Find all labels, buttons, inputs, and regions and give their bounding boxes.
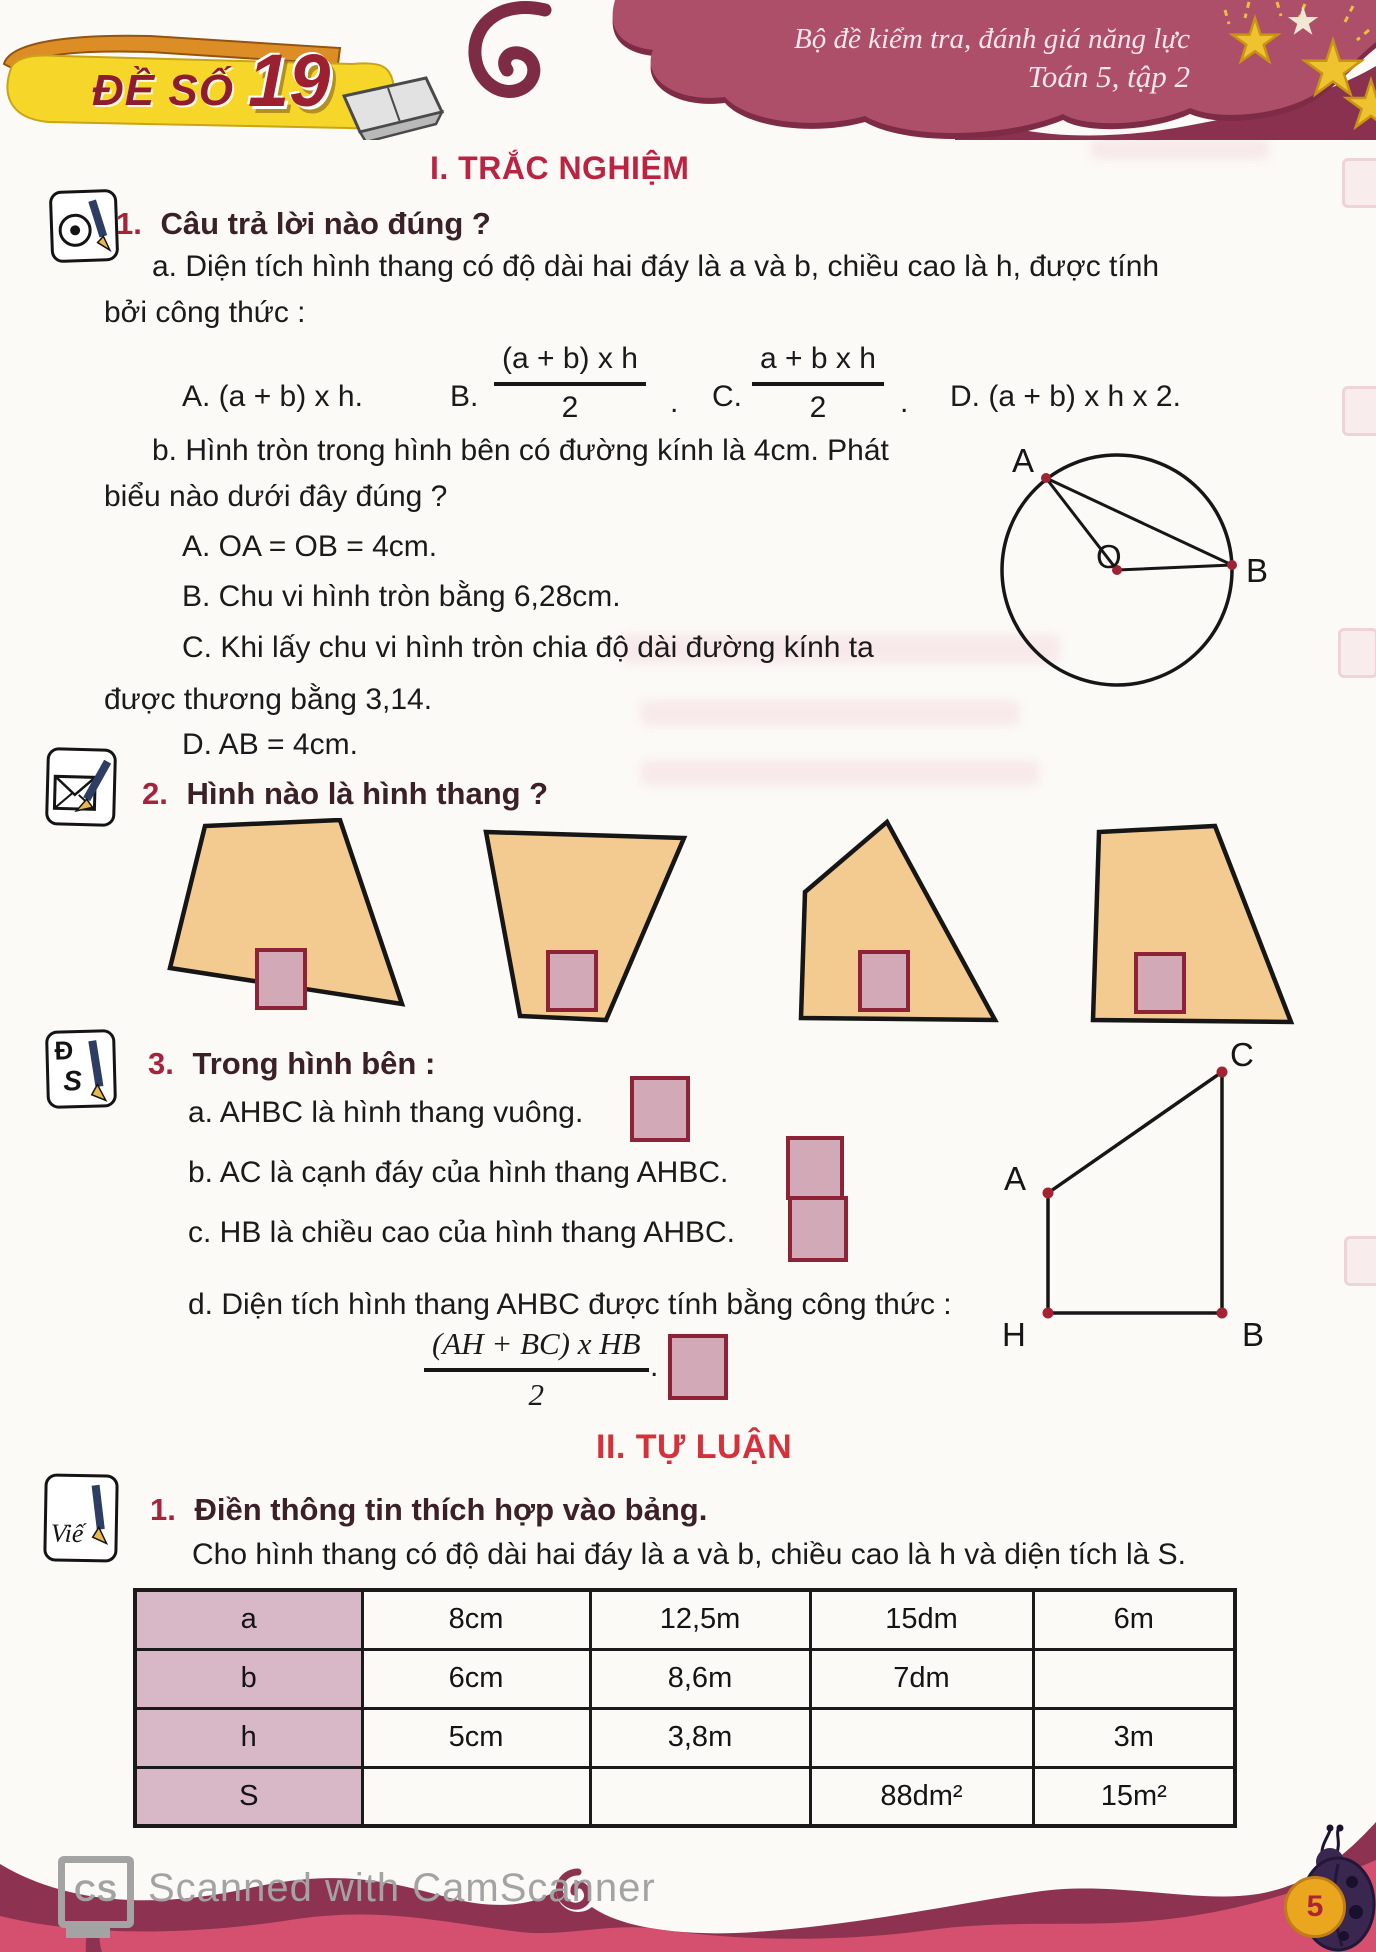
- q3-formula-fraction: [424, 1326, 649, 1413]
- trapezoid-label-A: A: [1004, 1160, 1027, 1197]
- q3-item-a: a. AHBC là hình thang vuông.: [188, 1096, 584, 1129]
- camscanner-logo-base: [66, 1922, 110, 1938]
- shape-option-4: [1085, 822, 1297, 1030]
- q1a-option-B-label: B.: [450, 380, 479, 413]
- section2-title: II. TỰ LUẬN: [596, 1428, 793, 1466]
- table-row-h: [135, 1708, 1235, 1767]
- stars-decoration: [1185, 0, 1376, 130]
- row-label: h: [135, 1708, 362, 1767]
- q1b-option-D: D. AB = 4cm.: [182, 728, 358, 761]
- camscanner-logo-icon: [58, 1856, 134, 1928]
- q3-answer-box-c[interactable]: [788, 1196, 848, 1262]
- question1-number: 1.: [116, 206, 142, 241]
- point-A-dot: [1043, 1188, 1054, 1199]
- point-C-dot: [1217, 1067, 1228, 1078]
- point-H-dot: [1043, 1308, 1054, 1319]
- q2-answer-box-4[interactable]: [1134, 952, 1186, 1014]
- question2-prompt: Hình nào là hình thang ?: [186, 776, 549, 811]
- fraction-denominator: 2: [809, 391, 827, 424]
- write-icon-text: Viế: [50, 1518, 84, 1549]
- question2-line: [142, 776, 548, 812]
- table-input-cell[interactable]: [810, 1708, 1033, 1767]
- circle-label-O: O: [1096, 538, 1122, 575]
- q3-answer-box-d[interactable]: [668, 1334, 728, 1400]
- q1b-option-C-line1: C. Khi lấy chu vi hình tròn chia độ dài đường kính ta: [182, 631, 874, 664]
- table-cell: 7dm: [810, 1649, 1033, 1708]
- print-bleed-fragment: [1342, 158, 1376, 208]
- point-A-dot: [1041, 473, 1051, 483]
- question1-prompt: Câu trả lời nào đúng ?: [160, 206, 491, 241]
- camscanner-watermark: Scanned with CamScanner: [148, 1866, 656, 1910]
- gold-star-icon: [1305, 40, 1362, 94]
- q2-answer-box-3[interactable]: [858, 950, 910, 1012]
- series-line1: Bộ đề kiểm tra, đánh giá năng lực: [794, 23, 1190, 55]
- table-cell: 5cm: [362, 1708, 590, 1767]
- q1a-option-C-period: .: [900, 386, 909, 419]
- q1b-option-B: B. Chu vi hình tròn bằng 6,28cm.: [182, 580, 621, 613]
- table-row-b: [135, 1649, 1235, 1708]
- question3-line: [148, 1046, 435, 1082]
- question2-number: 2.: [142, 776, 168, 811]
- print-bleed-fragment: [1344, 1236, 1376, 1286]
- question3-number: 3.: [148, 1046, 174, 1081]
- print-bleed-fragment: [1342, 386, 1376, 436]
- table-cell: 88dm²: [810, 1767, 1033, 1826]
- true-letter: Đ: [54, 1035, 74, 1066]
- white-star-icon: [1288, 6, 1318, 35]
- table-cell: 8cm: [362, 1590, 590, 1649]
- trapezoid-values-table: [133, 1588, 1237, 1828]
- triangle-AOB: [1046, 478, 1232, 570]
- trapezoid-label-H: H: [1002, 1316, 1026, 1353]
- fraction-denominator: 2: [528, 1377, 545, 1412]
- q1a-option-C-fraction: [752, 342, 884, 425]
- camscanner-logo-text: CS: [74, 1875, 118, 1908]
- print-bleed-smudge: [640, 700, 1020, 726]
- table-cell: 15m²: [1033, 1767, 1235, 1826]
- table-row-a: [135, 1590, 1235, 1649]
- table-cell: 6m: [1033, 1590, 1235, 1649]
- table-cell: 6cm: [362, 1649, 590, 1708]
- question2-icon: [45, 747, 117, 827]
- q3-formula-period: .: [650, 1350, 659, 1383]
- q3-item-d: d. Diện tích hình thang AHBC được tính bằng công thức :: [188, 1288, 952, 1321]
- q1a-option-C-label: C.: [712, 380, 742, 413]
- trapezoid-label-C: C: [1230, 1036, 1254, 1073]
- section2-question1-icon: [43, 1473, 119, 1562]
- section2-question1-number: 1.: [150, 1492, 176, 1527]
- point-B-dot: [1227, 560, 1237, 570]
- table-cell: 3,8m: [590, 1708, 810, 1767]
- gold-star-icon: [1346, 80, 1376, 127]
- target-pencil-icon: [52, 192, 116, 260]
- pen-icon: [48, 1032, 114, 1106]
- circle-label-B: B: [1246, 552, 1269, 589]
- trapezoid-diagram: [1000, 1028, 1290, 1358]
- q3-item-b: b. AC là cạnh đáy của hình thang AHBC.: [188, 1156, 729, 1189]
- false-letter: S: [62, 1064, 83, 1097]
- row-label: S: [135, 1767, 362, 1826]
- row-label: b: [135, 1649, 362, 1708]
- row-label: a: [135, 1590, 362, 1649]
- section1-title: I. TRẮC NGHIỆM: [430, 150, 690, 186]
- page-number-badge: [1284, 1876, 1346, 1938]
- fraction-numerator: (AH + BC) x HB: [424, 1326, 649, 1372]
- cloud-spiral-curl-icon: [475, 8, 545, 92]
- q2-answer-box-1[interactable]: [255, 948, 307, 1010]
- q1b-option-A: A. OA = OB = 4cm.: [182, 530, 438, 563]
- envelope-pencil-icon: [48, 750, 114, 824]
- series-caption: [560, 20, 1190, 96]
- print-bleed-smudge: [640, 760, 1040, 786]
- q1b-text-line1: b. Hình tròn trong hình bên có đường kính là 4cm. Phát: [152, 434, 889, 467]
- series-line2: Toán 5, tập 2: [1027, 59, 1190, 94]
- q1a-option-A: A. (a + b) x h.: [182, 380, 363, 413]
- trapezoid-outline: [1048, 1072, 1222, 1313]
- question3-prompt: Trong hình bên :: [192, 1046, 436, 1081]
- q1a-option-D: D. (a + b) x h x 2.: [950, 380, 1181, 413]
- pen-icon: [46, 1476, 115, 1559]
- gold-star-icon: [1232, 18, 1278, 61]
- page-number: 5: [1306, 1890, 1324, 1923]
- q1a-option-B-fraction: [494, 342, 646, 425]
- circle-label-A: A: [1012, 442, 1035, 479]
- fraction-numerator: a + b x h: [752, 342, 884, 386]
- point-B-dot: [1217, 1308, 1228, 1319]
- q1b-text-line2: biểu nào dưới đây đúng ?: [104, 480, 448, 513]
- exam-badge-number: 19: [248, 39, 331, 122]
- right-trapezoid-shape: [1093, 826, 1291, 1022]
- q3-item-c: c. HB là chiều cao của hình thang AHBC.: [188, 1216, 735, 1249]
- q1a-text-line1: a. Diện tích hình thang có độ dài hai đáy là a và b, chiều cao là h, được tính: [152, 250, 1160, 283]
- q1a-option-B-period: .: [670, 386, 679, 419]
- print-bleed-fragment: [1338, 628, 1376, 678]
- fraction-denominator: 2: [561, 391, 579, 424]
- q1b-option-C-line2: được thương bằng 3,14.: [104, 683, 433, 716]
- fraction-numerator: (a + b) x h: [494, 342, 646, 386]
- section2-question1-prompt: Điền thông tin thích hợp vào bảng.: [194, 1492, 708, 1527]
- question1-icon: [49, 189, 119, 263]
- q3-answer-box-a[interactable]: [630, 1076, 690, 1142]
- q3-answer-box-b[interactable]: [786, 1136, 844, 1200]
- trapezoid-label-B: B: [1242, 1316, 1265, 1353]
- exam-badge-label: ĐỀ SỐ: [92, 66, 234, 115]
- table-cell: 12,5m: [590, 1590, 810, 1649]
- q1a-text-line2: bởi công thức :: [104, 296, 306, 329]
- q2-answer-box-2[interactable]: [546, 950, 598, 1012]
- table-input-cell[interactable]: [1033, 1649, 1235, 1708]
- question1-line: [116, 206, 491, 242]
- table-cell: 3m: [1033, 1708, 1235, 1767]
- question3-icon: [45, 1029, 117, 1109]
- section2-question1-subtext: Cho hình thang có độ dài hai đáy là a và b, chiều cao là h và diện tích là S.: [192, 1538, 1186, 1571]
- table-cell: 8,6m: [590, 1649, 810, 1708]
- section2-question1-line: [150, 1492, 707, 1528]
- table-cell: 15dm: [810, 1590, 1033, 1649]
